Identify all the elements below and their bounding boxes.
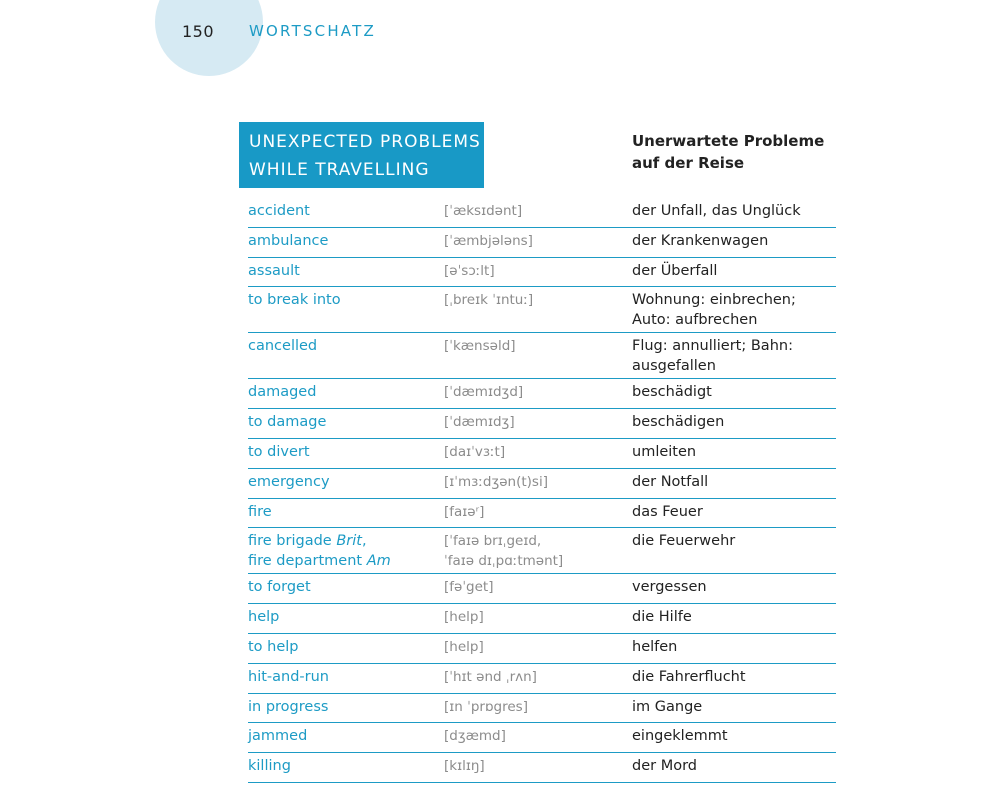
phonetic-cell <box>444 756 632 780</box>
german-title <box>632 130 824 174</box>
english-term: to forget <box>248 579 311 596</box>
vocab-row <box>248 469 836 499</box>
phonetic-transcription: [əˈsɔːlt] <box>444 262 495 279</box>
german-title-line-2: auf der Reise <box>632 154 745 172</box>
phonetic-transcription: [kɪlɪŋ] <box>444 758 485 775</box>
vocab-row <box>248 604 836 634</box>
english-term: to damage <box>248 414 327 431</box>
english-term: to help <box>248 638 299 655</box>
german-translation-cell <box>632 336 836 376</box>
english-term-cell <box>248 726 444 750</box>
phonetic-transcription: [help] <box>444 638 484 655</box>
vocab-row <box>248 574 836 604</box>
english-term: fire <box>248 503 272 520</box>
english-term-line <box>248 502 444 522</box>
german-translation-cell <box>632 531 836 571</box>
english-term-cell <box>248 637 444 661</box>
german-title-line-1: Unerwartete Probleme <box>632 132 825 150</box>
english-term: fire department <box>248 553 363 570</box>
german-translation: ausgefallen <box>632 358 716 375</box>
phonetic-cell <box>444 472 632 496</box>
phonetic-transcription: [daɪˈvɜːt] <box>444 443 506 460</box>
english-term-line <box>248 336 444 356</box>
english-term: to divert <box>248 443 310 460</box>
english-term-cell <box>248 667 444 691</box>
phonetic-cell <box>444 726 632 750</box>
phonetic-transcription: [ˈdæmɪdʒ] <box>444 414 515 431</box>
phonetic-cell <box>444 231 632 255</box>
vocab-row <box>248 198 836 228</box>
phonetic-transcription: [fəˈget] <box>444 579 494 596</box>
german-translation-cell <box>632 726 836 750</box>
english-term-line: fire brigade Brit, <box>248 533 367 550</box>
usage-tag: Am <box>366 553 391 570</box>
phonetic-transcription: [ˈdæmɪdʒd] <box>444 384 524 401</box>
english-term-line <box>248 412 444 432</box>
german-translation: eingeklemmt <box>632 728 728 745</box>
vocabulary-list <box>248 198 836 783</box>
phonetic-cell <box>444 201 632 225</box>
phonetic-transcription: [help] <box>444 609 484 626</box>
english-term-cell <box>248 382 444 406</box>
phonetic-transcription: [ˈkænsəld] <box>444 338 516 355</box>
phonetic-transcription: [ˈhɪt ənd ˌrʌn] <box>444 668 537 685</box>
phonetic-transcription: [ɪˈmɜːdʒən(t)si] <box>444 473 548 490</box>
english-term: fire brigade <box>248 533 332 550</box>
vocab-row <box>248 753 836 783</box>
german-translation: im Gange <box>632 698 703 715</box>
phonetic-transcription: [ɪn ˈprɒgres] <box>444 698 528 715</box>
german-translation: die Feuerwehr <box>632 533 736 550</box>
vocab-row <box>248 228 836 258</box>
vocab-row <box>248 723 836 753</box>
english-term-line <box>248 637 444 657</box>
german-translation: die Fahrerflucht <box>632 668 746 685</box>
english-term: to break into <box>248 292 341 309</box>
english-term-cell <box>248 502 444 526</box>
german-translation: umleiten <box>632 443 697 460</box>
english-term: emergency <box>248 473 330 490</box>
phonetic-transcription: [ˌbreɪk ˈɪntuː] <box>444 292 534 309</box>
german-translation-cell <box>632 667 836 691</box>
vocab-row <box>248 409 836 439</box>
english-term-cell <box>248 756 444 780</box>
phonetic-cell <box>444 531 632 571</box>
phonetic-cell <box>444 667 632 691</box>
english-term-cell <box>248 201 444 225</box>
english-term: killing <box>248 758 291 775</box>
german-translation-cell <box>632 201 836 225</box>
german-translation-cell <box>632 442 836 466</box>
english-term-line <box>248 231 444 251</box>
phonetic-transcription: [ˈæmbjələns] <box>444 232 533 249</box>
english-term-cell <box>248 290 444 330</box>
german-translation: vergessen <box>632 579 707 596</box>
english-term-cell <box>248 231 444 255</box>
phonetic-cell <box>444 261 632 285</box>
german-translation-cell <box>632 261 836 285</box>
german-translation: helfen <box>632 638 678 655</box>
english-term-cell <box>248 442 444 466</box>
english-term-cell <box>248 607 444 631</box>
german-translation: das Feuer <box>632 503 703 520</box>
phonetic-cell <box>444 290 632 330</box>
english-term-line <box>248 472 444 492</box>
english-term-line <box>248 667 444 687</box>
english-title-line-1: UNEXPECTED PROBLEMS <box>249 132 481 152</box>
phonetic-cell <box>444 502 632 526</box>
english-title-line-2: WHILE TRAVELLING <box>249 160 430 180</box>
english-term-cell <box>248 531 444 571</box>
german-translation-cell <box>632 231 836 255</box>
english-term: help <box>248 609 280 626</box>
english-term-cell <box>248 261 444 285</box>
english-term-line <box>248 551 444 571</box>
phonetic-cell <box>444 577 632 601</box>
phonetic-cell <box>444 607 632 631</box>
english-term-line <box>248 726 444 746</box>
vocab-row <box>248 528 836 574</box>
english-term: jammed <box>248 728 308 745</box>
vocab-row <box>248 499 836 529</box>
english-title-box <box>239 122 484 188</box>
english-term-line <box>248 261 444 281</box>
german-translation-cell <box>632 577 836 601</box>
english-term-line <box>248 697 444 717</box>
german-translation: beschädigen <box>632 414 725 431</box>
german-translation: der Mord <box>632 758 697 775</box>
german-translation: der Unfall, das Unglück <box>632 203 801 219</box>
vocab-row <box>248 439 836 469</box>
phonetic-transcription: [ˈæksɪdənt] <box>444 203 523 219</box>
german-translation-cell <box>632 502 836 526</box>
english-term-line <box>248 442 444 462</box>
phonetic-cell <box>444 412 632 436</box>
phonetic-cell <box>444 382 632 406</box>
phonetic-transcription: [faɪəʳ] <box>444 503 485 520</box>
english-term-line <box>248 577 444 597</box>
english-term-cell <box>248 472 444 496</box>
german-translation: der Notfall <box>632 473 709 490</box>
phonetic-cell <box>444 637 632 661</box>
vocab-row <box>248 287 836 333</box>
german-translation: Wohnung: einbrechen; <box>632 292 796 309</box>
german-translation: Auto: aufbrechen <box>632 312 758 329</box>
german-translation-cell <box>632 382 836 406</box>
german-translation-cell <box>632 637 836 661</box>
phonetic-transcription: [dʒæmd] <box>444 728 506 745</box>
english-term-cell <box>248 412 444 436</box>
german-translation-cell <box>632 472 836 496</box>
english-term-cell <box>248 697 444 721</box>
english-term-line <box>248 201 444 221</box>
english-term-line <box>248 382 444 402</box>
german-translation: Flug: annulliert; Bahn: <box>632 338 793 355</box>
english-term-line <box>248 290 444 310</box>
phonetic-cell <box>444 697 632 721</box>
english-term: in progress <box>248 698 329 715</box>
english-term-line <box>248 756 444 776</box>
german-translation-cell <box>632 290 836 330</box>
english-term-line <box>248 607 444 627</box>
english-term-cell <box>248 577 444 601</box>
german-translation: der Überfall <box>632 262 718 279</box>
german-translation: beschädigt <box>632 384 712 401</box>
german-translation: der Krankenwagen <box>632 232 769 249</box>
english-term-cell <box>248 336 444 376</box>
english-term: damaged <box>248 384 317 401</box>
vocab-row <box>248 333 836 379</box>
english-term: hit-and-run <box>248 668 329 685</box>
german-translation-cell <box>632 697 836 721</box>
german-translation-cell <box>632 607 836 631</box>
english-term: cancelled <box>248 338 318 355</box>
vocab-row <box>248 634 836 664</box>
vocab-row <box>248 258 836 288</box>
phonetic-transcription: [ˈfaɪə brɪˌgeɪd, <box>444 533 542 550</box>
vocab-row <box>248 664 836 694</box>
german-translation: die Hilfe <box>632 609 692 626</box>
german-translation-cell <box>632 412 836 436</box>
phonetic-cell <box>444 336 632 376</box>
section-label: WORTSCHATZ <box>249 22 376 40</box>
phonetic-transcription: ˈfaɪə dɪˌpɑːtmənt] <box>444 553 564 570</box>
phonetic-cell <box>444 442 632 466</box>
english-term: ambulance <box>248 232 329 249</box>
vocab-row <box>248 379 836 409</box>
usage-tag: Brit <box>336 533 362 550</box>
english-term: assault <box>248 262 300 279</box>
english-term: accident <box>248 203 310 219</box>
german-translation-cell <box>632 756 836 780</box>
vocab-row <box>248 694 836 724</box>
page-number: 150 <box>182 22 215 41</box>
